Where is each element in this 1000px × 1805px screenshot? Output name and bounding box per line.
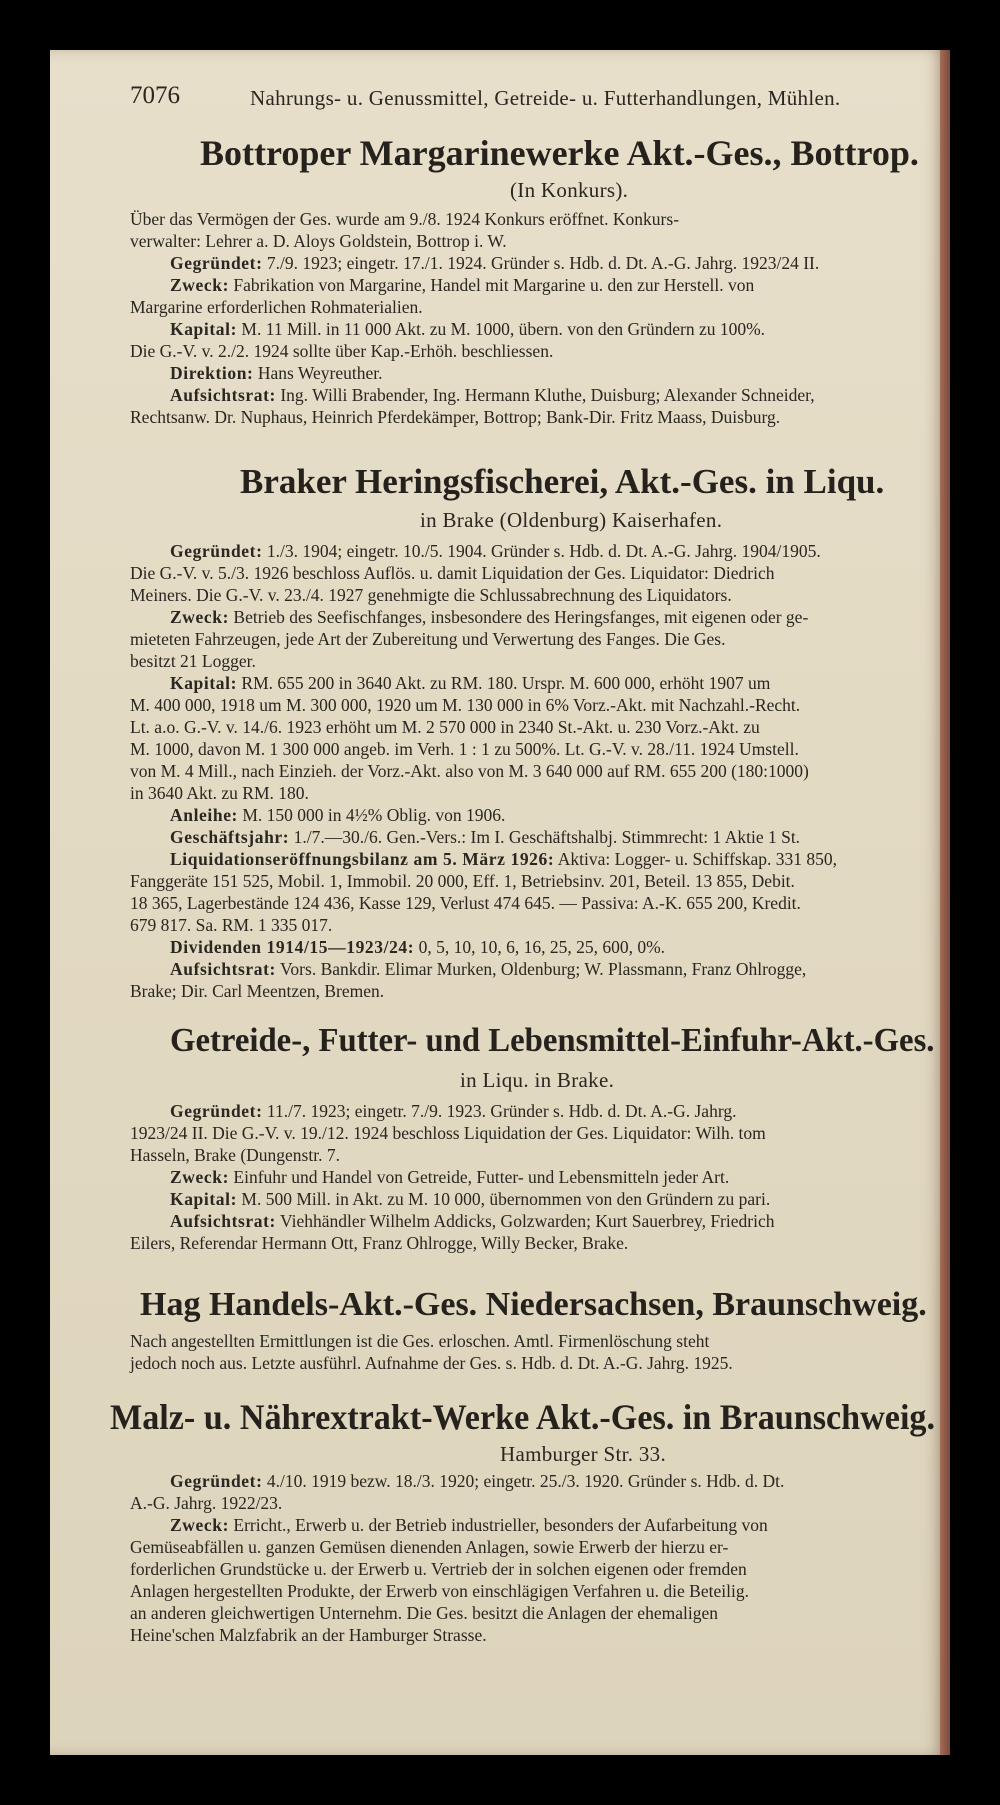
text-line [130, 296, 423, 318]
text-line [130, 760, 809, 782]
field-text: 0, 5, 10, 10, 6, 16, 25, 25, 600, 0%. [414, 937, 666, 957]
field-text: Anlagen hergestellten Produkte, der Erwerb von einschlägigen Verfahren u. die Beteilig. [130, 1581, 749, 1601]
text-line [130, 384, 815, 406]
text-line [130, 1558, 747, 1580]
text-line [130, 1122, 766, 1144]
text-line [130, 1514, 768, 1536]
field-label: Gegründet: [170, 253, 263, 273]
text-line [130, 1624, 487, 1646]
text-line [130, 1470, 784, 1492]
running-head: Nahrungs- u. Genussmittel, Getreide- u. Futterhandlungen, Mühlen. [250, 86, 841, 110]
entry-subtitle: in Brake (Oldenburg) Kaiserhafen. [420, 508, 723, 532]
text-line [130, 230, 507, 252]
text-line [130, 562, 775, 584]
entry-title: Getreide-, Futter- und Lebensmittel-Einfuhr-Akt.-Ges. [170, 1022, 935, 1059]
field-label: Liquidationseröffnungsbilanz am 5. März 1926: [170, 849, 555, 869]
entry-title: Braker Heringsfischerei, Akt.-Ges. in Liqu. [240, 462, 885, 501]
text-line [130, 362, 382, 384]
entry-body [130, 540, 920, 1002]
text-line [130, 826, 800, 848]
scanned-page [50, 50, 950, 1755]
entry-title: Malz- u. Nährextrakt-Werke Akt.-Ges. in Braunschweig. [110, 1397, 936, 1437]
field-label: Kapital: [170, 1189, 238, 1209]
text-line [130, 1100, 736, 1122]
text-line [130, 672, 770, 694]
field-text: Hans Weyreuther. [253, 363, 383, 383]
text-line [130, 1188, 770, 1210]
entry-subtitle: (In Konkurs). [510, 178, 629, 202]
field-text: A.-G. Jahrg. 1922/23. [130, 1493, 283, 1513]
field-text: RM. 655 200 in 3640 Akt. zu RM. 180. Urspr. M. 600 000, erhöht 1907 um [237, 673, 771, 693]
text-line [130, 958, 806, 980]
field-text: Brake; Dir. Carl Meentzen, Bremen. [130, 981, 385, 1001]
field-text: 7./9. 1923; eingetr. 17./1. 1924. Gründer s. Hdb. d. Dt. A.-G. Jahrg. 1923/24 II. [262, 253, 820, 273]
field-label: Zweck: [170, 1167, 230, 1187]
field-label: Aufsichtsrat: [170, 1211, 276, 1231]
field-text: Lt. a.o. G.-V. v. 14./6. 1923 erhöht um M. 2 570 000 in 2340 St.-Akt. u. 230 Vorz.-Akt. zu [130, 717, 760, 737]
field-text: von M. 4 Mill., nach Einzieh. der Vorz.-Akt. also von M. 3 640 000 auf RM. 655 200 (180:1000) [130, 761, 809, 781]
field-text: Die G.-V. v. 2./2. 1924 sollte über Kap.-Erhöh. beschliessen. [130, 341, 554, 361]
text-line [130, 782, 309, 804]
field-text: Betrieb des Seefischfanges, insbesondere des Heringsfanges, mit eigenen oder ge- [229, 607, 809, 627]
text-line [130, 584, 732, 606]
text-line [130, 1330, 709, 1352]
field-text: jedoch noch aus. Letzte ausführl. Aufnahme der Ges. s. Hdb. d. Dt. A.-G. Jahrg. 1925. [130, 1353, 733, 1373]
field-label: Geschäftsjahr: [170, 827, 290, 847]
field-label: Aufsichtsrat: [170, 385, 276, 405]
field-label: Zweck: [170, 607, 230, 627]
text-line [130, 1210, 774, 1232]
page-edge [940, 50, 950, 1755]
entry-body [130, 1100, 920, 1254]
field-label: Zweck: [170, 275, 230, 295]
field-label: Anleihe: [170, 805, 238, 825]
field-label: Kapital: [170, 319, 238, 339]
field-text: Meiners. Die G.-V. v. 23./4. 1927 genehmigte die Schlussabrechnung des Liquidators. [130, 585, 732, 605]
field-text: Heine'schen Malzfabrik an der Hamburger Strasse. [130, 1625, 487, 1645]
entry-body [130, 1330, 920, 1374]
field-text: M. 1000, davon M. 1 300 000 angeb. im Verh. 1 : 1 zu 500%. Lt. G.-V. v. 28./11. 1924 Umstell. [130, 739, 799, 759]
entry-subtitle: in Liqu. in Brake. [460, 1068, 615, 1092]
field-text: verwalter: Lehrer a. D. Aloys Goldstein, Bottrop i. W. [130, 231, 507, 251]
text-line [130, 606, 808, 628]
field-text: Margarine erforderlichen Rohmaterialien. [130, 297, 423, 317]
field-text: Eilers, Referendar Hermann Ott, Franz Ohlrogge, Willy Becker, Brake. [130, 1233, 629, 1253]
field-text: M. 11 Mill. in 11 000 Akt. zu M. 1000, übern. von den Gründern zu 100%. [237, 319, 766, 339]
field-text: Nach angestellten Ermittlungen ist die Ges. erloschen. Amtl. Firmenlöschung steht [130, 1331, 710, 1351]
text-line [130, 1536, 728, 1558]
text-line [130, 540, 821, 562]
field-text: 679 817. Sa. RM. 1 335 017. [130, 915, 333, 935]
text-line [130, 848, 837, 870]
text-line [130, 1144, 340, 1166]
field-text: 1./3. 1904; eingetr. 10./5. 1904. Gründer s. Hdb. d. Dt. A.-G. Jahrg. 1904/1905. [262, 541, 821, 561]
field-text: M. 400 000, 1918 um M. 300 000, 1920 um M. 130 000 in 6% Vorz.-Akt. mit Nachzahl.-Recht. [130, 695, 801, 715]
text-line [130, 406, 780, 428]
field-text: 1./7.—30./6. Gen.-Vers.: Im I. Geschäftshalbj. Stimmrecht: 1 Aktie 1 St. [289, 827, 801, 847]
field-text: Ing. Willi Brabender, Ing. Hermann Kluthe, Duisburg; Alexander Schneider, [275, 385, 815, 405]
text-line [130, 804, 505, 826]
text-line [130, 340, 553, 362]
field-text: Rechtsanw. Dr. Nuphaus, Heinrich Pferdekämper, Bottrop; Bank-Dir. Fritz Maass, Duisburg. [130, 407, 781, 427]
field-text: 18 365, Lagerbestände 124 436, Kasse 129, Verlust 474 645. — Passiva: A.-K. 655 200, Kredit. [130, 893, 801, 913]
field-text: Über das Vermögen der Ges. wurde am 9./8. 1924 Konkurs eröffnet. Konkurs- [130, 209, 680, 229]
text-line [130, 318, 765, 340]
field-label: Gegründet: [170, 1471, 263, 1491]
field-text: Fanggeräte 151 525, Mobil. 1, Immobil. 20 000, Eff. 1, Betriebsinv. 201, Beteil. 13 855, Debit. [130, 871, 795, 891]
field-label: Gegründet: [170, 541, 263, 561]
field-text: Die G.-V. v. 5./3. 1926 beschloss Auflös. u. damit Liquidation der Ges. Liquidator: Diedrich [130, 563, 775, 583]
entry-body [130, 208, 920, 428]
text-line [130, 274, 754, 296]
text-line [130, 892, 801, 914]
text-line [130, 980, 384, 1002]
field-text: Viehhändler Wilhelm Addicks, Golzwarden; Kurt Sauerbrey, Friedrich [275, 1211, 775, 1231]
field-text: Einfuhr und Handel von Getreide, Futter- und Lebensmitteln jeder Art. [229, 1167, 730, 1187]
field-text: Vors. Bankdir. Elimar Murken, Oldenburg; W. Plassmann, Franz Ohlrogge, [275, 959, 807, 979]
field-label: Direktion: [170, 363, 254, 383]
field-text: M. 500 Mill. in Akt. zu M. 10 000, übernommen von den Gründern zu pari. [237, 1189, 771, 1209]
text-line [130, 252, 819, 274]
text-line [130, 870, 795, 892]
text-line [130, 1602, 718, 1624]
field-text: 1923/24 II. Die G.-V. v. 19./12. 1924 beschloss Liquidation der Ges. Liquidator: Wilh. tom [130, 1123, 766, 1143]
text-line [130, 1166, 729, 1188]
entry-body [130, 1470, 920, 1646]
field-text: M. 150 000 in 4½% Oblig. von 1906. [238, 805, 506, 825]
text-line [130, 1580, 749, 1602]
field-text: Aktiva: Logger- u. Schiffskap. 331 850, [554, 849, 838, 869]
field-text: Fabrikation von Margarine, Handel mit Margarine u. den zur Herstell. von [229, 275, 755, 295]
field-text: 4./10. 1919 bezw. 18./3. 1920; eingetr. 25./3. 1920. Gründer s. Hdb. d. Dt. [262, 1471, 785, 1491]
text-line [130, 936, 665, 958]
field-text: Gemüseabfällen u. ganzen Gemüsen dienenden Anlagen, sowie Erwerb der hierzu er- [130, 1537, 729, 1557]
text-line [130, 694, 800, 716]
field-text: Hasseln, Brake (Dungenstr. 7. [130, 1145, 340, 1165]
text-line [130, 650, 256, 672]
entry-subtitle: Hamburger Str. 33. [500, 1442, 666, 1466]
entry-title: Bottroper Margarinewerke Akt.-Ges., Bottrop. [200, 133, 919, 173]
text-line [130, 914, 332, 936]
field-text: besitzt 21 Logger. [130, 651, 256, 671]
text-line [130, 716, 760, 738]
field-label: Gegründet: [170, 1101, 263, 1121]
field-text: 11./7. 1923; eingetr. 7./9. 1923. Gründer s. Hdb. d. Dt. A.-G. Jahrg. [262, 1101, 737, 1121]
field-text: an anderen gleichwertigen Unternehm. Die Ges. besitzt die Anlagen der ehemaligen [130, 1603, 718, 1623]
field-text: Erricht., Erwerb u. der Betrieb industrieller, besonders der Aufarbeitung von [229, 1515, 768, 1535]
field-label: Dividenden 1914/15—1923/24: [170, 937, 415, 957]
text-line [130, 628, 725, 650]
field-text: in 3640 Akt. zu RM. 180. [130, 783, 309, 803]
entry-title: Hag Handels-Akt.-Ges. Niedersachsen, Braunschweig. [140, 1286, 927, 1323]
field-text: forderlichen Grundstücke u. der Erwerb u. Vertrieb der in solchen eigenen oder fremden [130, 1559, 747, 1579]
field-label: Zweck: [170, 1515, 230, 1535]
text-line [130, 208, 679, 230]
field-text: mieteten Fahrzeugen, jede Art der Zubereitung und Verwertung des Fanges. Die Ges. [130, 629, 726, 649]
text-line [130, 1492, 282, 1514]
field-label: Kapital: [170, 673, 238, 693]
text-line [130, 1232, 628, 1254]
text-line [130, 738, 799, 760]
page-number: 7076 [130, 82, 180, 109]
field-label: Aufsichtsrat: [170, 959, 276, 979]
text-line [130, 1352, 733, 1374]
